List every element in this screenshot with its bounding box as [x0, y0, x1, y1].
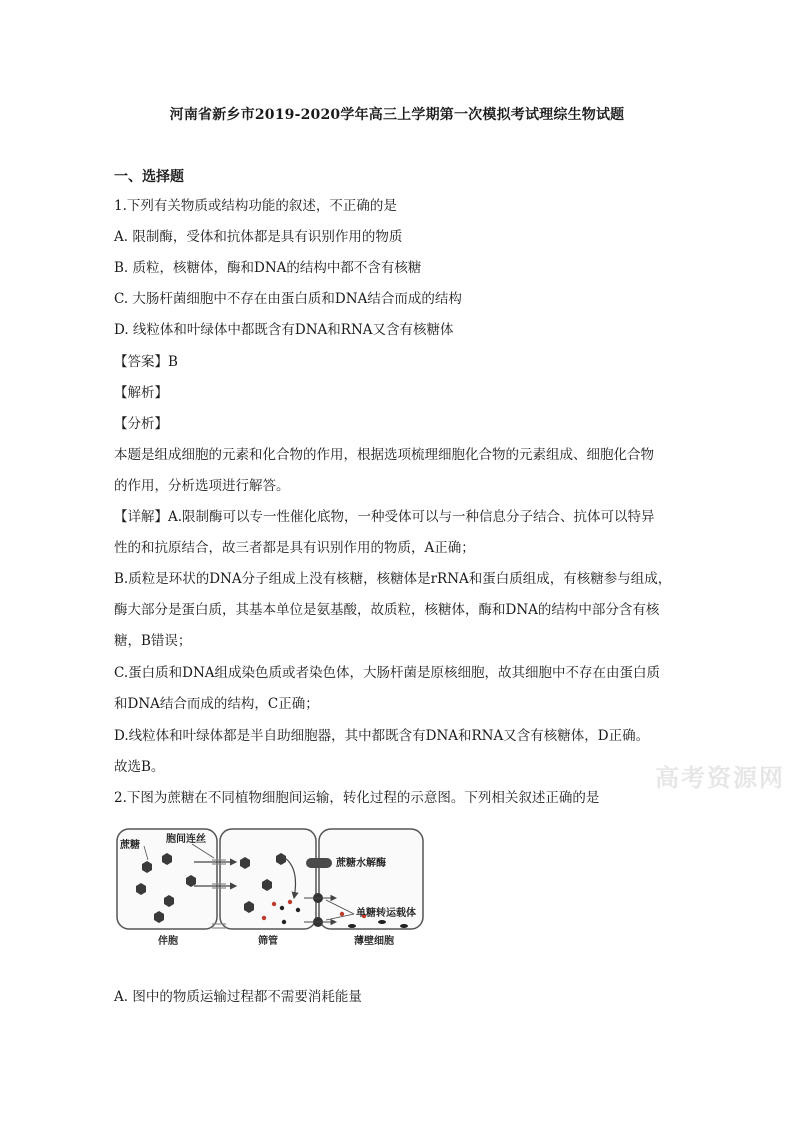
- label-sucrose: 蔗糖: [120, 840, 140, 851]
- sucrose-transport-diagram: [114, 826, 426, 946]
- detail-line: 糖，B错误；: [114, 633, 192, 649]
- watermark: 高考资源网: [655, 763, 785, 792]
- label-sieve-tube: 筛管: [258, 936, 278, 946]
- detail-line: B.质粒是环状的DNA分子组成上没有核糖，核糖体是rRNA和蛋白质组成，有核糖参与组成，: [114, 571, 672, 587]
- question-1-stem: 1.下列有关物质或结构功能的叙述，不正确的是: [114, 198, 397, 214]
- question-1-option-a: A. 限制酶，受体和抗体都是具有识别作用的物质: [114, 229, 403, 245]
- answer-label: 【答案】B: [114, 354, 178, 370]
- label-invertase: 蔗糖水解酶: [336, 858, 386, 869]
- question-2-option-a: A. 图中的物质运输过程都不需要消耗能量: [114, 989, 362, 1005]
- question-1-option-b: B. 质粒，核糖体，酶和DNA的结构中都不含有核糖: [114, 260, 422, 276]
- detail-line: 和DNA结合而成的结构，C正确；: [114, 696, 319, 712]
- label-transporter: 单糖转运载体: [356, 908, 416, 919]
- analysis-line: 本题是组成细胞的元素和化合物的作用，根据选项梳理细胞化合物的元素组成、细胞化合物: [114, 447, 654, 463]
- label-plasmodesmata: 胞间连丝: [166, 834, 206, 845]
- fenxi-label: 【分析】: [114, 416, 168, 432]
- question-1-option-c: C. 大肠杆菌细胞中不存在由蛋白质和DNA结合而成的结构: [114, 291, 462, 307]
- page-title: 河南省新乡市2019-2020学年高三上学期第一次模拟考试理综生物试题: [169, 107, 625, 123]
- section-heading: 一、选择题: [114, 169, 184, 185]
- sieve-tube-outline: [220, 829, 316, 929]
- analysis-line: 的作用，分析选项进行解答。: [114, 478, 290, 494]
- question-1-option-d: D. 线粒体和叶绿体中都既含有DNA和RNA又含有核糖体: [114, 322, 454, 338]
- detail-line: 故选B。: [114, 759, 165, 775]
- label-parenchyma: 薄壁细胞: [354, 936, 394, 946]
- label-companion-cell: 伴胞: [158, 936, 178, 946]
- invertase-enzyme: [306, 858, 332, 868]
- detail-line: C.蛋白质和DNA组成染色质或者染色体，大肠杆菌是原核细胞，故其细胞中不存在由蛋白质: [114, 665, 661, 681]
- detail-line: 酶大部分是蛋白质，其基本单位是氨基酸，故质粒，核糖体，酶和DNA的结构中部分含有核: [114, 602, 660, 618]
- detail-line: D.线粒体和叶绿体都是半自助细胞器，其中都既含有DNA和RNA又含有核糖体，D正确。: [114, 728, 650, 744]
- detail-line: 【详解】A.限制酶可以专一性催化底物，一种受体可以与一种信息分子结合、抗体可以特异: [114, 509, 655, 525]
- jiexi-label: 【解析】: [114, 385, 168, 401]
- question-2-stem: 2.下图为蔗糖在不同植物细胞间运输，转化过程的示意图。下列相关叙述正确的是: [114, 790, 600, 806]
- detail-line: 性的和抗原结合，故三者都是具有识别作用的物质，A正确；: [114, 540, 475, 556]
